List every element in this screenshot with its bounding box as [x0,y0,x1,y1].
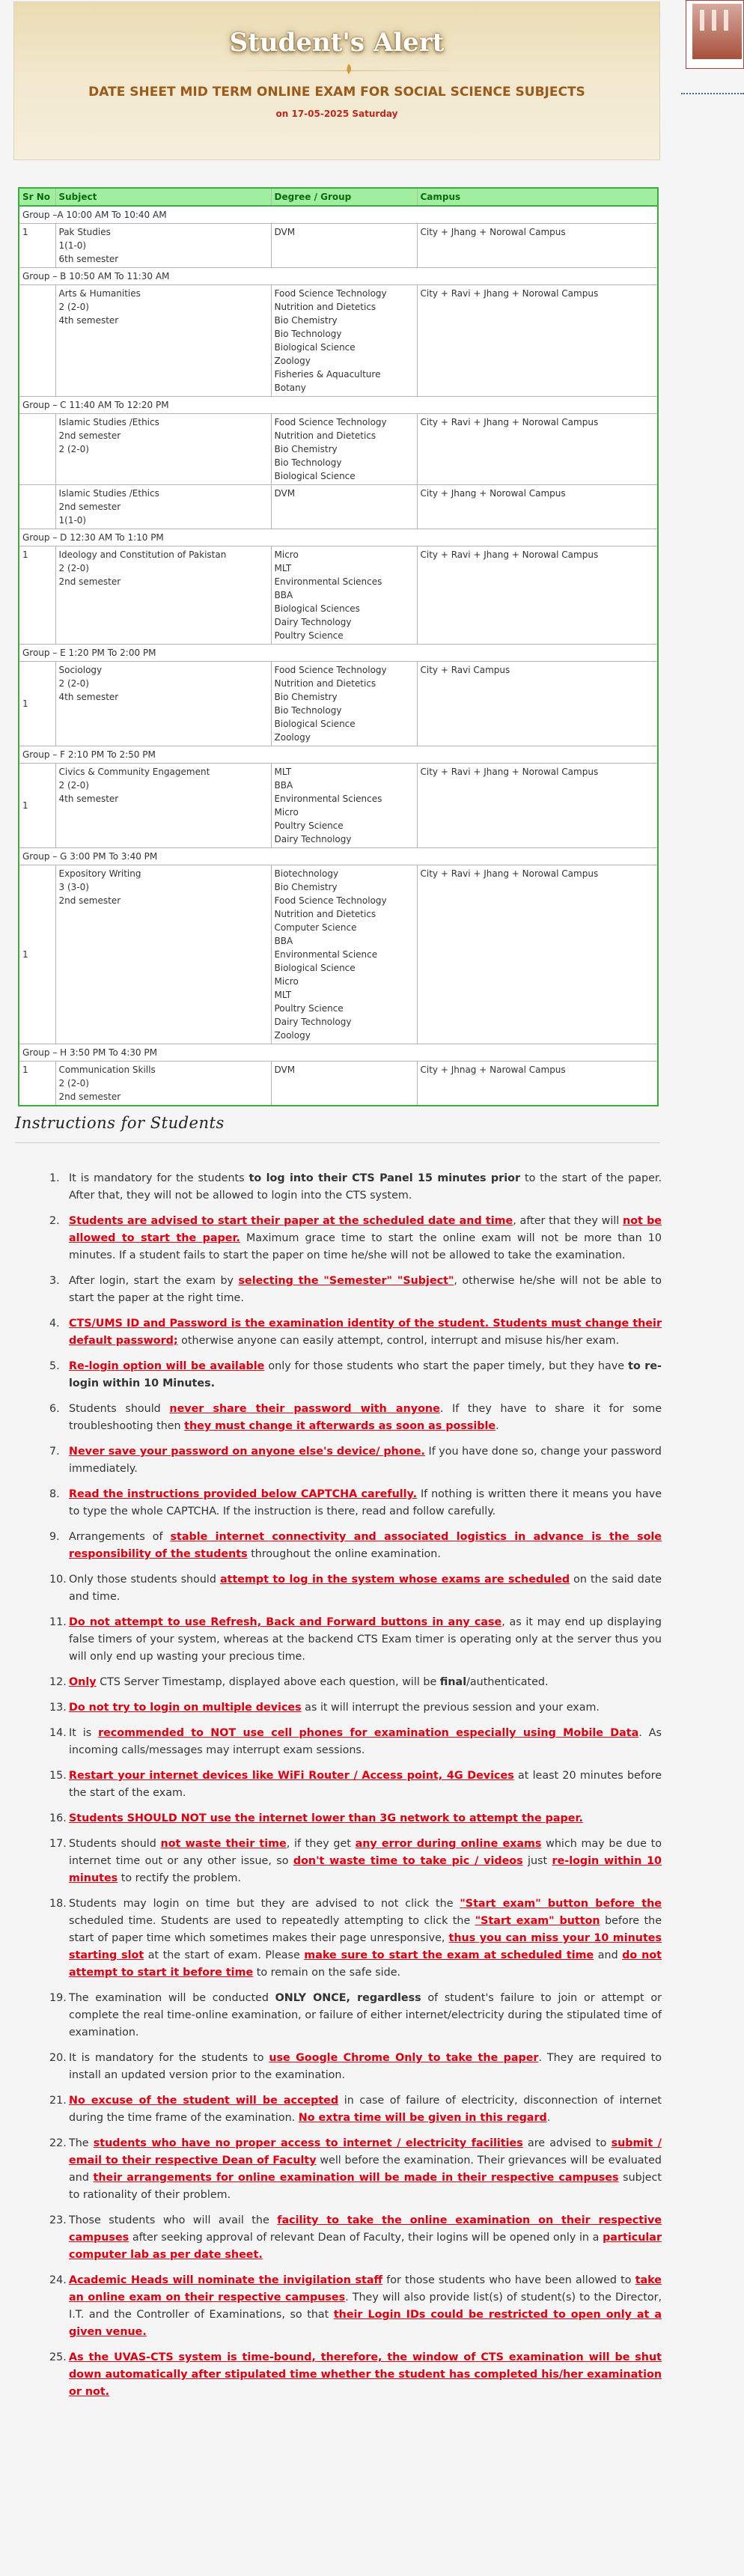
bold-text: to log into their CTS Panel 15 minutes prior [248,1172,520,1184]
subject-cell [55,485,271,529]
subject-cell [55,414,271,485]
highlighted-text: use Google Chrome Only to take the paper [269,2052,539,2064]
degree-cell [271,1062,417,1106]
table-row [19,1062,658,1106]
highlighted-text: Never save your password on anyone else's device/ phone. [69,1446,425,1458]
degree-cell [271,865,417,1044]
highlighted-text: Students are advised to start their paper at the scheduled date and time [69,1215,513,1227]
highlighted-text: particular computer lab as per date sheet. [69,2232,662,2261]
instruction-item [36,1571,662,1606]
highlighted-text: Re-login option will be available [69,1360,265,1372]
degree-line: Zoology [274,732,311,743]
instruction-number: 18. [49,1898,67,1910]
degree-cell [271,285,417,397]
degree-line: Bio Chemistry [274,444,338,454]
highlighted-text: Only [69,1676,97,1688]
instruction-text: /authenticated. [466,1676,549,1688]
subject-line: 4th semester [58,794,119,804]
group-row [19,1044,658,1062]
instruction-item [36,1896,662,1982]
group-row [19,206,658,224]
campus-cell: City + Ravi + Jhang + Norowal Campus [417,414,658,485]
group-row [19,645,658,662]
instruction-text: The [69,2137,94,2149]
column-header: Sr No [19,188,55,206]
instruction-text: otherwise anyone can easily attempt, control, interrupt and misuse his/her exam. [177,1335,620,1347]
instruction-text: before the start of paper time which sometimes makes their page unresponsive, [69,1915,662,1944]
highlighted-text: recommended to NOT use cell phones for examination especially using Mobile Data [98,1727,639,1739]
instruction-item [36,1273,662,1307]
instruction-number: 1. [49,1172,60,1184]
instruction-item [36,1486,662,1520]
degree-line: DVM [274,1065,296,1075]
table-row [19,485,658,529]
instruction-text: It is [69,1727,99,1739]
instruction-number: 23. [49,2214,67,2226]
subject-line: 2nd semester [58,1091,121,1102]
degree-line: Botany [274,383,306,393]
subject-line: 2 (2-0) [58,302,89,312]
instruction-text: . [546,2112,551,2124]
instruction-item [36,1170,662,1205]
group-label: Group – B 10:50 AM To 11:30 AM [19,268,658,285]
degree-line: Nutrition and Dietetics [274,909,376,919]
instruction-number: 7. [49,1446,60,1458]
instruction-text: as it will interrupt the previous session and your exam. [301,1702,600,1714]
highlighted-text: don't waste time to take pic / videos [293,1855,523,1867]
instruction-item [36,2212,662,2264]
serial-cell: 1 [19,1062,55,1106]
highlighted-text: submit / email to their respective Dean of Faculty [69,2137,662,2167]
highlighted-text: selecting the "Semester" "Subject" [238,1275,454,1287]
instruction-item [36,1213,662,1264]
degree-line: Bio Chemistry [274,882,338,892]
instruction-number: 24. [49,2274,67,2286]
column-header: Campus [417,188,658,206]
instruction-text: which may be due to internet time out or any other issue, so [69,1838,662,1867]
highlighted-text: not be allowed to start the paper. [69,1215,662,1244]
degree-line: Environmental Sciences [274,576,382,587]
instruction-number: 16. [49,1812,67,1824]
degree-line: MLT [274,767,292,777]
campus-cell: City + Jhang + Norowal Campus [417,485,658,529]
degree-line: Food Science Technology [274,288,387,299]
instruction-text: If you have done so, change your password immediately. [69,1446,662,1475]
dotted-divider [681,93,744,94]
highlighted-text: stable internet connectivity and associated logistics in advance is the sole responsibility of the students [69,1531,662,1560]
degree-line: Fisheries & Aquaculture [274,369,381,380]
instruction-number: 4. [49,1318,60,1330]
serial-cell: 1 [19,865,55,1044]
degree-line: Dairy Technology [274,1017,352,1027]
instruction-text: of student's failure to join or attempt or complete the real time-online examination, or failure of either internet/electricity during the stipulated time of examination. [69,1992,662,2038]
serial-cell [19,485,55,529]
highlighted-text: Academic Heads will nominate the invigilation staff [69,2274,383,2286]
instruction-number: 3. [49,1275,60,1287]
campus-cell: City + Ravi + Jhang + Norowal Campus [417,285,658,397]
degree-line: Bio Chemistry [274,315,338,326]
serial-cell: 1 [19,546,55,645]
highlighted-text: take an online exam on their respective campuses [69,2274,662,2304]
instruction-text: Maximum grace time to start the online exam will not be more than 10 minutes. If a student fails to start the paper on time he/she will not be allowed to take the examination. [69,1232,662,1261]
degree-line: Poultry Science [274,1003,344,1014]
highlighted-text: CTS/UMS ID and Password is the examination identity of the student. Students must change their default password; [69,1318,662,1347]
degree-line: Food Science Technology [274,665,387,675]
table-row [19,285,658,397]
instruction-text: Only those students should [69,1574,220,1586]
degree-line: Biological Science [274,719,356,729]
subject-line: 2 (2-0) [58,444,89,454]
group-row [19,397,658,414]
table-row [19,662,658,746]
instruction-text: at the start of exam. Please [144,1949,305,1961]
instruction-text: Students should [69,1838,161,1850]
degree-line: Zoology [274,1030,311,1041]
instruction-text: Those students who will avail the [69,2214,278,2226]
table-row [19,224,658,268]
instruction-number: 6. [49,1403,60,1415]
subject-cell [55,285,271,397]
subject-cell [55,865,271,1044]
highlighted-text: any error during online exams [355,1838,542,1850]
banner-title: Student's Alert [229,28,445,58]
subject-cell [55,224,271,268]
instruction-text: , as it may end up displaying false timers of your system, whereas at the backend CTS Exam timer is operating only at the server thus you will only end up wasting your precious time. [69,1616,662,1663]
highlighted-text: Do not attempt to use Refresh, Back and Forward buttons in any case [69,1616,502,1628]
degree-line: DVM [274,227,296,237]
highlighted-text: No excuse of the student will be accepted [69,2095,339,2107]
banner [13,1,660,160]
instructions-list [36,1170,662,2409]
highlighted-text: never share their password with anyone [169,1403,440,1415]
highlighted-text: No extra time will be given in this regard [298,2112,547,2124]
banner-heading: DATE SHEET MID TERM ONLINE EXAM FOR SOCIAL SCIENCE SUBJECTS [88,85,585,100]
instruction-number: 19. [49,1992,67,2004]
group-row [19,746,658,764]
instruction-text: . As incoming calls/messages may interrupt exam sessions. [69,1727,662,1756]
instruction-text: to the start of the paper. After that, they will not be allowed to login into the CTS system. [69,1172,662,1202]
group-label: Group – C 11:40 AM To 12:20 PM [19,397,658,414]
instruction-number: 25. [49,2351,67,2363]
degree-line: Biological Sciences [274,603,360,614]
degree-line: Bio Technology [274,705,342,716]
subject-cell [55,764,271,848]
flame-icon [344,64,354,74]
subject-line: 2nd semester [58,430,121,441]
table-row [19,414,658,485]
table-header-row [19,188,658,206]
degree-line: BBA [274,780,293,791]
degree-line: Dairy Technology [274,834,352,844]
instruction-item [36,1614,662,1666]
instruction-item [36,1443,662,1478]
instruction-number: 8. [49,1488,60,1500]
highlighted-text: Do not try to login on multiple devices [69,1702,302,1714]
group-row [19,848,658,865]
instruction-text: CTS Server Timestamp, displayed above each question, will be [96,1676,440,1688]
instruction-number: 20. [49,2052,67,2064]
instruction-text: Students should [69,1403,170,1415]
degree-cell [271,224,417,268]
subject-cell [55,662,271,746]
instruction-text: . They are required to install an updated version prior to the examination. [69,2052,662,2081]
column-header: Degree / Group [271,188,417,206]
degree-cell [271,485,417,529]
group-label: Group –A 10:00 AM To 10:40 AM [19,206,658,224]
instruction-text: on the said date and time. [69,1574,662,1603]
highlighted-text: their arrangements for online examination will be made in their respective campuses [93,2172,619,2184]
instruction-number: 21. [49,2095,67,2107]
highlighted-text: facility to take the online examination on their respective campuses [69,2214,662,2244]
instruction-number: 14. [49,1727,67,1739]
instruction-text: . They will also provide list(s) of student(s) to the Director, I.T. and the Controller of Examinations, so that [69,2292,662,2321]
degree-line: Nutrition and Dietetics [274,678,376,689]
instruction-text: Students may login on time but they are advised to not click the [69,1898,460,1910]
degree-line: Environmental Sciences [274,794,382,804]
highlighted-text: Restart your internet devices like WiFi Router / Access point, 4G Devices [69,1770,514,1782]
instruction-text: after seeking approval of relevant Dean of Faculty, their logins will be opened only in a [129,2232,603,2244]
degree-line: Nutrition and Dietetics [274,302,376,312]
subject-line: Arts & Humanities [58,288,141,299]
highlighted-text: re-login within 10 minutes [69,1855,662,1884]
highlighted-text: make sure to start the exam at scheduled time [304,1949,594,1961]
subject-line: Pak Studies [58,227,111,237]
banner-date: on 17-05-2025 Saturday [275,109,398,119]
degree-line: Food Science Technology [274,895,387,906]
subject-line: 3 (3-0) [58,882,89,892]
degree-line: Biological Science [274,342,356,353]
instructions-title: Instructions for Students [15,1114,225,1132]
highlighted-text: not waste their time [160,1838,287,1850]
instruction-item [36,2050,662,2084]
instruction-item [36,1699,662,1717]
instruction-number: 13. [49,1702,67,1714]
degree-line: Food Science Technology [274,417,387,427]
campus-cell: City + Ravi + Jhang + Norowal Campus [417,546,658,645]
instruction-text: just [522,1855,552,1867]
instruction-item [36,1725,662,1759]
instruction-item [36,2349,662,2401]
subject-line: 4th semester [58,692,119,702]
degree-cell [271,662,417,746]
instruction-text: , if they get [286,1838,356,1850]
instruction-number: 5. [49,1360,60,1372]
instruction-text: subject to rationality of their problem. [69,2172,662,2201]
instruction-text: Arrangements of [69,1531,171,1543]
subject-line: 4th semester [58,315,119,326]
degree-line: Environmental Science [274,949,378,960]
group-label: Group – G 3:00 PM To 3:40 PM [19,848,658,865]
highlighted-text: "Start exam" button [475,1915,600,1927]
degree-line: BBA [274,590,293,600]
instruction-text: It is mandatory for the students [69,1172,249,1184]
degree-cell [271,764,417,848]
group-label: Group – F 2:10 PM To 2:50 PM [19,746,658,764]
instruction-text: only for those students who start the paper timely, but they have [264,1360,629,1372]
degree-line: Biological Science [274,963,356,973]
instruction-item [36,1836,662,1887]
instruction-number: 9. [49,1531,60,1543]
highlighted-text: "Start exam" button before the [460,1898,662,1910]
highlighted-text: their Login IDs could be restricted to open only at a given venue. [69,2309,662,2338]
table-row [19,865,658,1044]
degree-line: Poultry Science [274,820,344,831]
subject-line: 1(1-0) [58,515,87,526]
degree-cell [271,414,417,485]
instruction-item [36,1358,662,1392]
serial-cell [19,414,55,485]
group-label: Group – H 3:50 PM To 4:30 PM [19,1044,658,1062]
degree-line: Micro [274,976,299,987]
subject-line: Ideology and Constitution of Pakistan [58,549,227,560]
instruction-text: at least 20 minutes before the start of the exam. [69,1770,662,1799]
instruction-item [36,1529,662,1563]
subject-line: 2 (2-0) [58,780,89,791]
instruction-text: The examination will be conducted [69,1992,275,2004]
instruction-text: After login, start the exam by [69,1275,239,1287]
degree-line: DVM [274,488,296,499]
subject-line: 2 (2-0) [58,1078,89,1088]
instruction-text: to remain on the safe side. [253,1967,401,1979]
serial-cell: 1 [19,764,55,848]
degree-line: Nutrition and Dietetics [274,430,376,441]
subject-line: Islamic Studies /Ethics [58,488,159,499]
highlighted-text: thus you can miss your 10 minutes starting slot [69,1932,662,1961]
instruction-item [36,2135,662,2204]
degree-line: Dairy Technology [274,617,352,627]
bold-text: final [439,1676,467,1688]
subject-line: 2nd semester [58,895,121,906]
degree-line: Bio Chemistry [274,692,338,702]
instruction-item [36,1315,662,1350]
instruction-text: It is mandatory for the students to [69,2052,269,2064]
instruction-number: 22. [49,2137,67,2149]
instruction-item [36,2272,662,2341]
highlighted-text: Read the instructions provided below CAPTCHA carefully. [69,1488,418,1500]
subject-line: 6th semester [58,254,119,264]
instruction-text: , after that they will [513,1215,623,1227]
instruction-text: and [594,1949,623,1961]
degree-line: MLT [274,563,292,573]
campus-cell: City + Ravi + Jhang + Norowal Campus [417,865,658,1044]
divider [15,1142,660,1143]
table-row [19,546,658,645]
degree-line: Poultry Science [274,630,344,641]
degree-line: Bio Technology [274,329,342,339]
group-row [19,529,658,546]
campus-cell: City + Jhang + Norowal Campus [417,224,658,268]
instruction-item [36,2092,662,2127]
degree-line: Micro [274,807,299,817]
degree-line: Micro [274,549,299,560]
highlighted-text: Students SHOULD NOT use the internet lower than 3G network to attempt the paper. [69,1812,583,1824]
instruction-text: for those students who have been allowed to [382,2274,635,2286]
instruction-text: are advised to [522,2137,612,2149]
subject-cell [55,546,271,645]
bold-text: ONLY ONCE, regardless [275,1992,421,2004]
highlighted-text: they must change it afterwards as soon as possible [184,1420,496,1432]
bold-text: to re-login within 10 Minutes. [69,1360,662,1389]
instruction-number: 2. [49,1215,60,1227]
instruction-item [36,1990,662,2041]
subject-line: Communication Skills [58,1065,156,1075]
degree-line: Zoology [274,356,311,366]
degree-line: Bio Technology [274,457,342,468]
subject-line: 2 (2-0) [58,563,89,573]
degree-cell [271,546,417,645]
serial-cell: 1 [19,662,55,746]
subject-line: 2 (2-0) [58,678,89,689]
highlighted-text: As the UVAS-CTS system is time-bound, therefore, the window of CTS examination will be shut down automatically after stipulated time whether the student has completed his/her examination or not. [69,2351,662,2398]
instruction-text: If nothing is written there it means you have to type the whole CAPTCHA. If the instruction is there, read and follow carefully. [69,1488,662,1517]
subject-line: Civics & Community Engagement [58,767,210,777]
highlighted-text: attempt to log in the system whose exams are scheduled [219,1574,570,1586]
column-header: Subject [55,188,271,206]
campus-building-image[interactable] [686,0,744,69]
campus-cell: City + Jhnag + Narowal Campus [417,1062,658,1106]
subject-cell [55,1062,271,1106]
instruction-text: in case of failure of electricity, disconnection of internet during the time frame of the examination. [69,2095,662,2124]
degree-line: BBA [274,936,293,946]
instruction-text: throughout the online examination. [247,1548,441,1560]
instruction-number: 15. [49,1770,67,1782]
instruction-number: 17. [49,1838,67,1850]
degree-line: MLT [274,990,292,1000]
date-sheet-table [18,187,659,1106]
instruction-item [36,1401,662,1435]
instruction-text: scheduled time. Students are used to repeatedly attempting to click the [69,1915,475,1927]
group-label: Group – D 12:30 AM To 1:10 PM [19,529,658,546]
serial-cell [19,285,55,397]
instruction-item [36,1767,662,1802]
instruction-text: . If they have to share it for some troubleshooting then [69,1403,662,1432]
instruction-text: , otherwise he/she will not be able to start the paper at the right time. [69,1275,662,1304]
highlighted-text: do not attempt to start it before time [69,1949,662,1979]
instruction-text: . [496,1420,499,1432]
highlighted-text: students who have no proper access to internet / electricity facilities [93,2137,523,2149]
subject-line: Expository Writing [58,868,141,879]
instruction-number: 11. [49,1616,67,1628]
serial-cell: 1 [19,224,55,268]
subject-line: 2nd semester [58,576,121,587]
degree-line: Biological Science [274,471,356,481]
group-row [19,268,658,285]
instruction-number: 12. [49,1676,67,1688]
instruction-text: well before the examination. Their grievances will be evaluated and [69,2155,662,2184]
subject-line: 1(1-0) [58,240,87,251]
table-row [19,764,658,848]
campus-cell: City + Ravi + Jhang + Norowal Campus [417,764,658,848]
campus-cell: City + Ravi Campus [417,662,658,746]
subject-line: Sociology [58,665,103,675]
instruction-item [36,1810,662,1827]
instruction-item [36,1674,662,1691]
group-label: Group – E 1:20 PM To 2:00 PM [19,645,658,662]
degree-line: Computer Science [274,922,357,933]
instruction-number: 10. [49,1574,67,1586]
degree-line: Biotechnology [274,868,339,879]
subject-line: 2nd semester [58,502,121,512]
instruction-text: to rectify the problem. [118,1872,241,1884]
subject-line: Islamic Studies /Ethics [58,417,159,427]
